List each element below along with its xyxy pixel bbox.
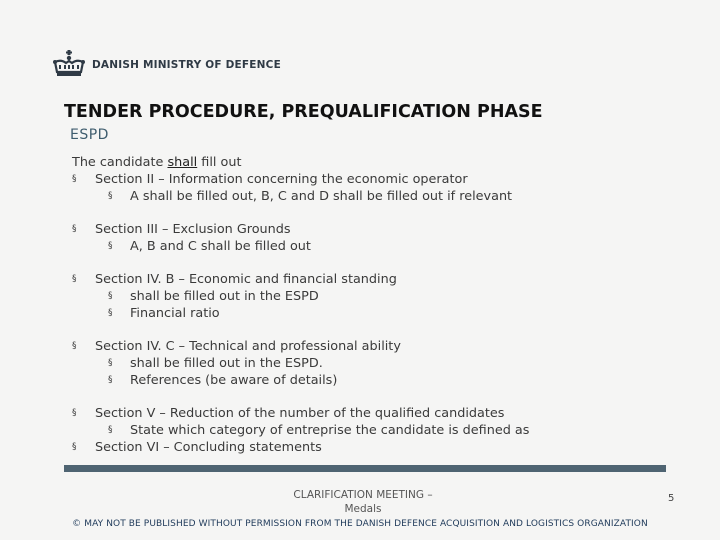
bullet-icon: §	[72, 442, 77, 452]
page-number: 5	[668, 493, 675, 504]
footer-meeting-line1: CLARIFICATION MEETING –	[293, 489, 433, 501]
list-subitem	[72, 355, 672, 372]
bullet-icon: §	[72, 341, 77, 351]
list-item-text: Section III – Exclusion Grounds	[95, 222, 291, 237]
list-subitem	[72, 305, 672, 322]
list-subitem	[72, 288, 672, 305]
footer-meeting-line2: Medals	[344, 503, 382, 515]
intro-text-before: The candidate	[72, 155, 168, 170]
list-subitem-text: Financial ratio	[130, 306, 220, 321]
bullet-icon: §	[72, 408, 77, 418]
list-item	[72, 271, 672, 288]
bullet-icon: §	[72, 224, 77, 234]
list-item	[72, 439, 672, 456]
list-item-text: Section II – Information concerning the economic operator	[95, 172, 468, 187]
intro-text-after: fill out	[197, 155, 242, 170]
list-subitem	[72, 422, 672, 439]
intro-line	[72, 154, 672, 171]
list-item	[72, 221, 672, 238]
list-subitem	[72, 188, 672, 205]
ministry-logo	[52, 50, 281, 80]
bullet-icon: §	[72, 274, 77, 284]
list-subitem-text: A, B and C shall be filled out	[130, 239, 311, 254]
bullet-icon: §	[108, 191, 113, 201]
crown-icon	[52, 50, 86, 80]
list-item-text: Section VI – Concluding statements	[95, 440, 322, 455]
list-item-text: Section V – Reduction of the number of the qualified candidates	[95, 406, 505, 421]
list-item	[72, 338, 672, 355]
footer-divider-bar	[64, 465, 666, 472]
bullet-icon: §	[72, 174, 77, 184]
footer-meeting-label	[268, 488, 458, 516]
list-subitem	[72, 238, 672, 255]
bullet-icon: §	[108, 291, 113, 301]
logo-text: DANISH MINISTRY OF DEFENCE	[92, 59, 281, 71]
list-item-text: Section IV. B – Economic and financial standing	[95, 272, 397, 287]
bullet-icon: §	[108, 425, 113, 435]
list-item	[72, 171, 672, 188]
list-item-text: Section IV. C – Technical and professional ability	[95, 339, 401, 354]
intro-emphasis: shall	[167, 155, 198, 170]
list-subitem-text: State which category of entreprise the candidate is defined as	[130, 423, 530, 438]
slide-subtitle: ESPD	[70, 127, 109, 143]
slide-body	[72, 154, 672, 456]
list-subitem-text: A shall be filled out, B, C and D shall be filled out if relevant	[130, 189, 513, 204]
list-subitem-text: References (be aware of details)	[130, 373, 338, 388]
list-subitem	[72, 372, 672, 389]
bullet-icon: §	[108, 241, 113, 251]
list-subitem-text: shall be filled out in the ESPD.	[130, 356, 323, 371]
list-subitem-text: shall be filled out in the ESPD	[130, 289, 319, 304]
bullet-icon: §	[108, 375, 113, 385]
bullet-icon: §	[108, 358, 113, 368]
list-item	[72, 405, 672, 422]
slide-title: TENDER PROCEDURE, PREQUALIFICATION PHASE	[64, 102, 543, 122]
bullet-icon: §	[108, 308, 113, 318]
copyright-notice: © MAY NOT BE PUBLISHED WITHOUT PERMISSION FROM THE DANISH DEFENCE ACQUISITION AND LOGISTICS ORGANIZATION	[72, 519, 648, 529]
